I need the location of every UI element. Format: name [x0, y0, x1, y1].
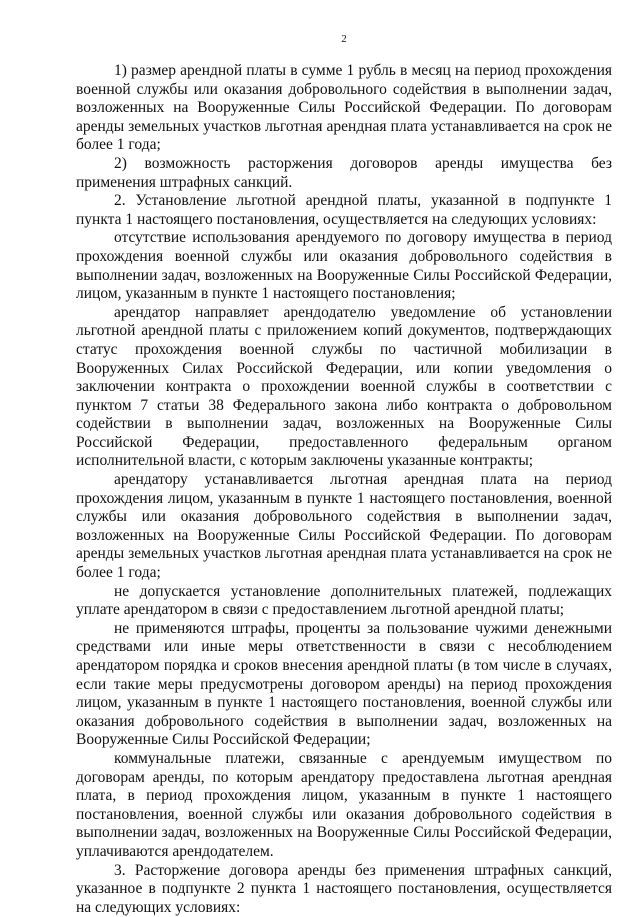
paragraph-2-condition-no-extra-payments: не допускается установление дополнительных платежей, подлежащих уплате арендатором в связи с предоставлением льготной арендной платы; — [76, 582, 612, 619]
paragraph-1-1-rent-amount: 1) размер арендной платы в сумме 1 рубль в месяц на период прохождения военной службы или оказания добровольного содействия в выполнении задач, возложенных на Вооруженные Силы Российской Федерации. По договорам аренды земельных участков льготная арендная плата устанавливается на срок не более 1 года; — [76, 62, 612, 154]
paragraph-2-condition-utilities: коммунальные платежи, связанные с арендуемым имуществом по договорам аренды, по которым арендатору предоставлена льготная арендная плата, в период прохождения лицом, указанным в пункте 1 настоящего постановления, военной службы или оказания добровольного содействия в выполнении задач, возложенных на Вооруженные Силы Российской Федерации, уплачиваются арендодателем. — [76, 749, 612, 860]
paragraph-2-condition-period: арендатору устанавливается льготная арендная плата на период прохождения лицом, указанным в пункте 1 настоящего постановления, военной службы или оказания добровольного содействия в выполнении задач, возложенных на Вооруженные Силы Российской Федерации. По договорам аренды земельных участков льготная арендная плата устанавливается на срок не более 1 года; — [76, 471, 612, 582]
paragraph-2-condition-no-penalties: не применяются штрафы, проценты за пользование чужими денежными средствами или иные меры ответственности в связи с несоблюдением арендатором порядка и сроков внесения арендной платы (в том числе в случаях, если такие меры предусмотрены договором аренды) на период прохождения лицом, указанным в пункте 1 настоящего постановления, военной службы или оказания добровольного содействия в выполнении задач, возложенных на Вооруженные Силы Российской Федерации; — [76, 619, 612, 749]
paragraph-1-2-termination: 2) возможность расторжения договоров аренды имущества без применения штрафных санкций. — [76, 154, 612, 191]
page-number: 2 — [341, 33, 347, 45]
paragraph-2-condition-no-use: отсутствие использования арендуемого по договору имущества в период прохождения военной службы или оказания добровольного содействия в выполнении задач, возложенных на Вооруженные Силы Российской Федерации, лицом, указанным в пункте 1 настоящего постановления; — [76, 229, 612, 303]
paragraph-2-condition-notice: арендатор направляет арендодателю уведомление об установлении льготной арендной платы с приложением копий документов, подтверждающих статус прохождения военной службы по частичной мобилизации в Вооруженных Силах Российской Федерации, или копии уведомления о заключении контракта о прохождении военной службы в соответствии с пунктом 7 статьи 38 Федерального закона либо контракта о добровольном содействии в выполнении задач, возложенных на Вооруженные Силы Российской Федерации, предоставленного федеральным органом исполнительной власти, с которым заключены указанные контракты; — [76, 303, 612, 470]
paragraph-2-heading: 2. Установление льготной арендной платы, указанной в подпункте 1 пункта 1 настоящего постановления, осуществляется на следующих условиях: — [76, 192, 612, 228]
document-body — [76, 62, 612, 917]
paragraph-3-heading: 3. Расторжение договора аренды без применения штрафных санкций, указанное в подпункте 2 пункта 1 настоящего постановления, осуществляется на следующих условиях: — [76, 861, 612, 916]
